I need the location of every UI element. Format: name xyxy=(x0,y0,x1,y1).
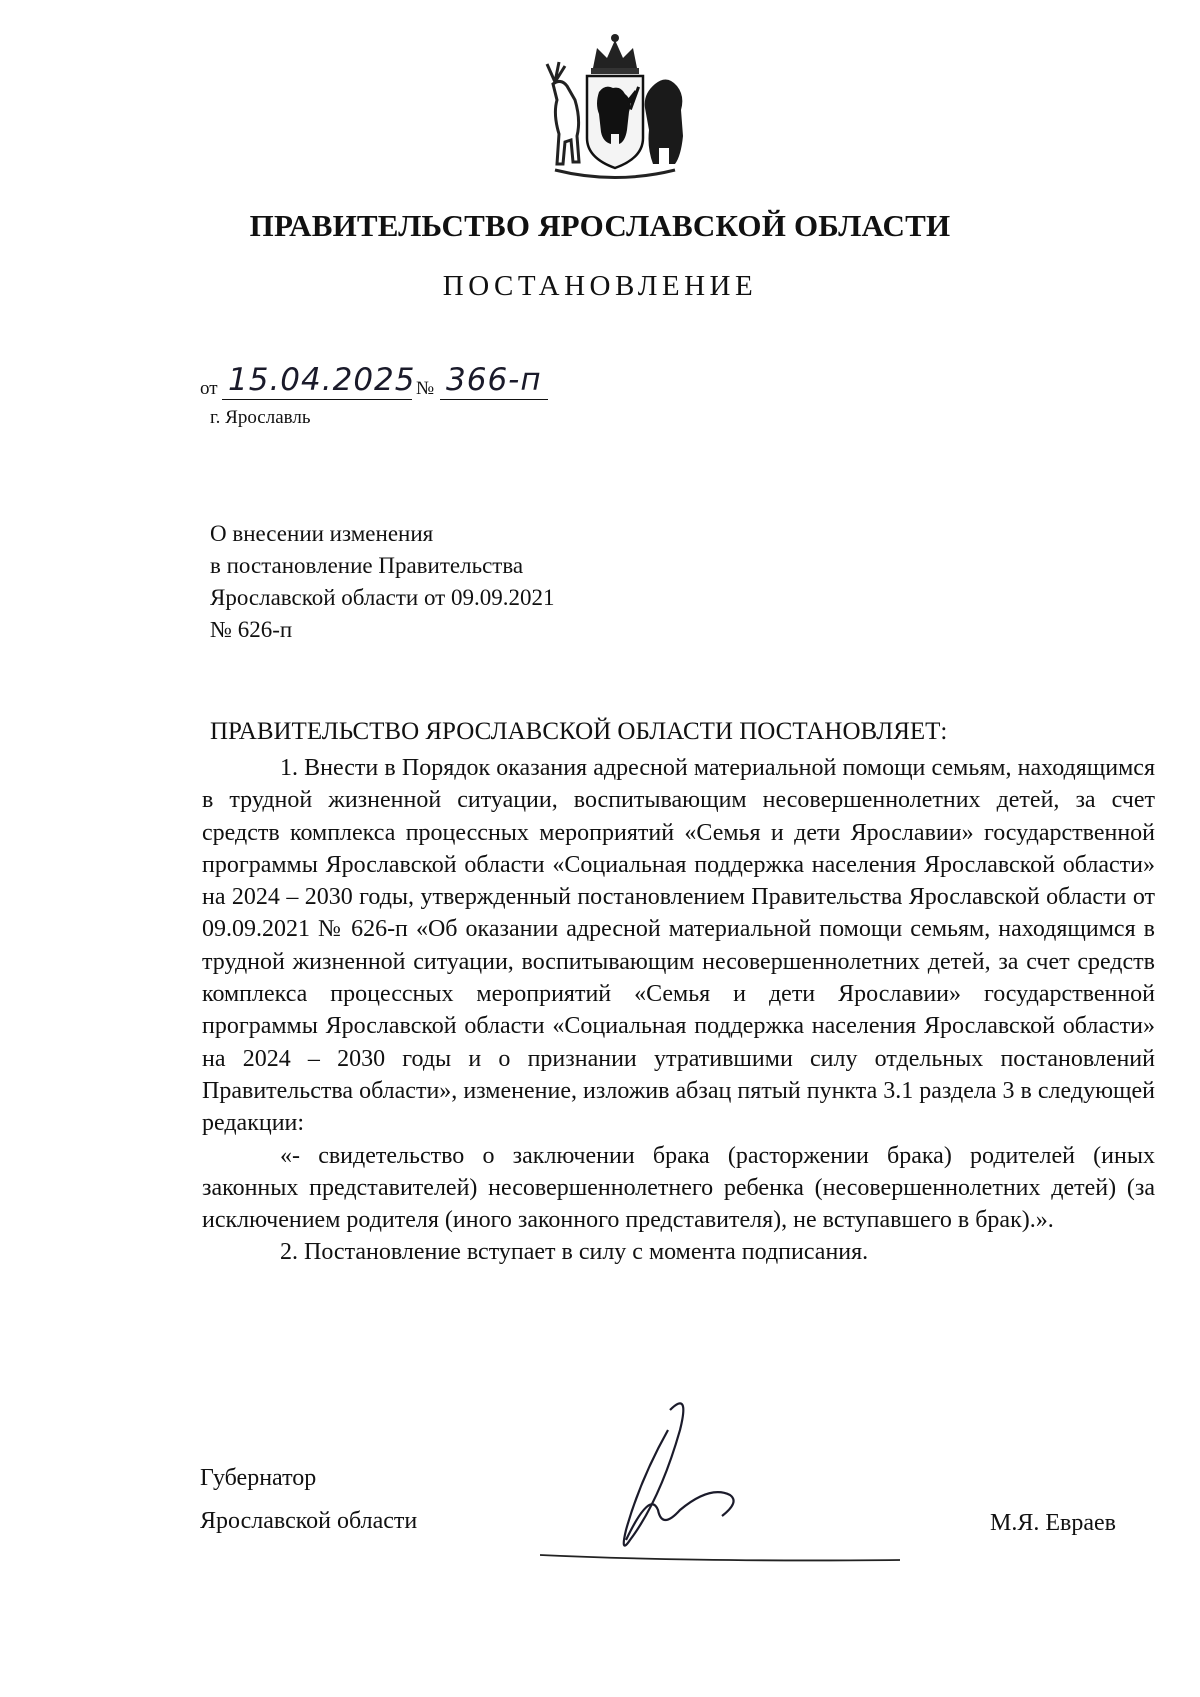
date-label: от xyxy=(200,378,218,399)
subject-line: Ярославской области от 09.09.2021 xyxy=(210,585,555,610)
organization-title: ПРАВИТЕЛЬСТВО ЯРОСЛАВСКОЙ ОБЛАСТИ xyxy=(249,208,951,243)
paragraph-quote: «- свидетельство о заключении брака (расторжении брака) родителей (иных законных представителей) несовершеннолетнего ребенка (несовершеннолетних детей) (за исключением родителя (иного законного представителя), не вступавшего в брак).». xyxy=(202,1142,1155,1234)
subject-line: № 626-п xyxy=(210,617,293,642)
number-label: № xyxy=(416,378,435,399)
subject-line: в постановление Правительства xyxy=(210,553,524,578)
handwritten-date: 15.04.2025 xyxy=(228,362,416,398)
date-number-line xyxy=(200,358,580,406)
signatory-name: М.Я. Евраев xyxy=(990,1510,1116,1536)
decree-heading: ПРАВИТЕЛЬСТВО ЯРОСЛАВСКОЙ ОБЛАСТИ ПОСТАНОВЛЯЕТ: xyxy=(210,718,948,745)
place-of-issue: г. Ярославль xyxy=(210,407,311,428)
paragraph-2: 2. Постановление вступает в силу с момента подписания. xyxy=(280,1239,869,1266)
handwritten-number: 366-п xyxy=(446,362,542,398)
handwritten-signature xyxy=(540,1390,940,1580)
date-underline xyxy=(222,399,412,400)
signatory-title xyxy=(200,1457,417,1543)
subject-line: О внесении изменения xyxy=(210,521,434,546)
signatory-title-line: Ярославской области xyxy=(200,1508,418,1534)
signatory-title-line: Губернатор xyxy=(200,1465,317,1491)
number-underline xyxy=(440,399,548,400)
document-type: ПОСТАНОВЛЕНИЕ xyxy=(442,270,758,302)
decree-body xyxy=(202,752,1155,1269)
coat-of-arms-emblem xyxy=(535,30,695,185)
subject-block xyxy=(210,518,554,646)
paragraph-1: 1. Внести в Порядок оказания адресной материальной помощи семьям, находящимся в трудной жизненной ситуации, воспитывающим несовершеннолетних детей, за счет средств комплекса процессных мероприятий «Семья и дети Ярославии» государственной программы Ярославской области «Социальная поддержка населения Ярославской области» на 2024 – 2030 годы, утвержденный постановлением Правительства Ярославской области от 09.09.2021 № 626-п «Об оказании адресной материальной помощи семьям, находящимся в трудной жизненной ситуации, воспитывающим несовершеннолетних детей, за счет средств комплекса процессных мероприятий «Семья и дети Ярославии» государственной программы Ярославской области «Социальная поддержка населения Ярославской области» на 2024 – 2030 годы и о признании утратившими силу отдельных постановлений Правительства области», изменение, изложив абзац пятый пункта 3.1 раздела 3 в следующей редакции: xyxy=(202,755,1155,1137)
